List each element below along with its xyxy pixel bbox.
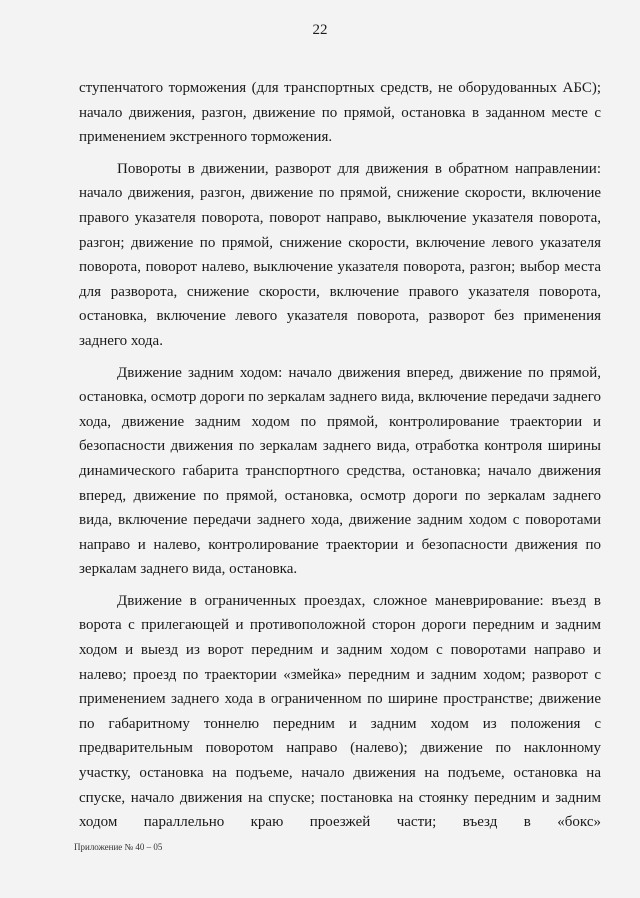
paragraph-continued: ступенчатого торможения (для транспортных средств, не оборудованных АБС); начало движения, разгон, движение по прямой, остановка в заданном месте с применением экстренного торможения. [79, 80, 601, 146]
footer-note: Приложение № 40 – 05 [74, 842, 163, 852]
document-body [79, 76, 601, 842]
paragraph-reverse: Движение задним ходом: начало движения вперед, движение по прямой, остановка, осмотр дороги по зеркалам заднего вида, включение передачи заднего хода, движение задним ходом по прямой, контролирование траектории и безопасности движения по зеркалам заднего вида, отработка контроля ширины динамического габарита транспортного средства, остановка; начало движения вперед, движение по прямой, остановка, осмотр дороги по зеркалам заднего вида, включение передачи заднего хода, движение задним ходом с поворотами направо и налево, контролирование траектории и безопасности движения по зеркалам заднего вида, остановка. [79, 364, 601, 578]
paragraph-maneuvering: Движение в ограниченных проездах, сложное маневрирование: въезд в ворота с прилегающей и противоположной сторон дороги передним и задним ходом и выезд из ворот передним и задним ходом с поворотами направо и налево; проезд по траектории «змейка» передним и задним ходом; разворот с применением заднего хода в ограниченном по ширине пространстве; движение по габаритному тоннелю передним и задним ходом из положения с предварительным поворотом направо (налево); движение по наклонному участку, остановка на подъеме, начало движения на подъеме, остановка на спуске, начало движения на спуске; постановка на стоянку передним и задним ходом параллельно краю проезжей части; въезд в «бокс» [79, 592, 601, 831]
paragraph-turns: Повороты в движении, разворот для движения в обратном направлении: начало движения, разгон, движение по прямой, снижение скорости, включение правого указателя поворота, поворот направо, выключение указателя поворота, разгон; движение по прямой, снижение скорости, включение левого указателя поворота, поворот налево, выключение указателя поворота, разгон; выбор места для разворота, снижение скорости, включение правого указателя поворота, остановка, включение левого указателя поворота, разворот без применения заднего хода. [79, 160, 601, 349]
page-number: 22 [312, 22, 328, 38]
